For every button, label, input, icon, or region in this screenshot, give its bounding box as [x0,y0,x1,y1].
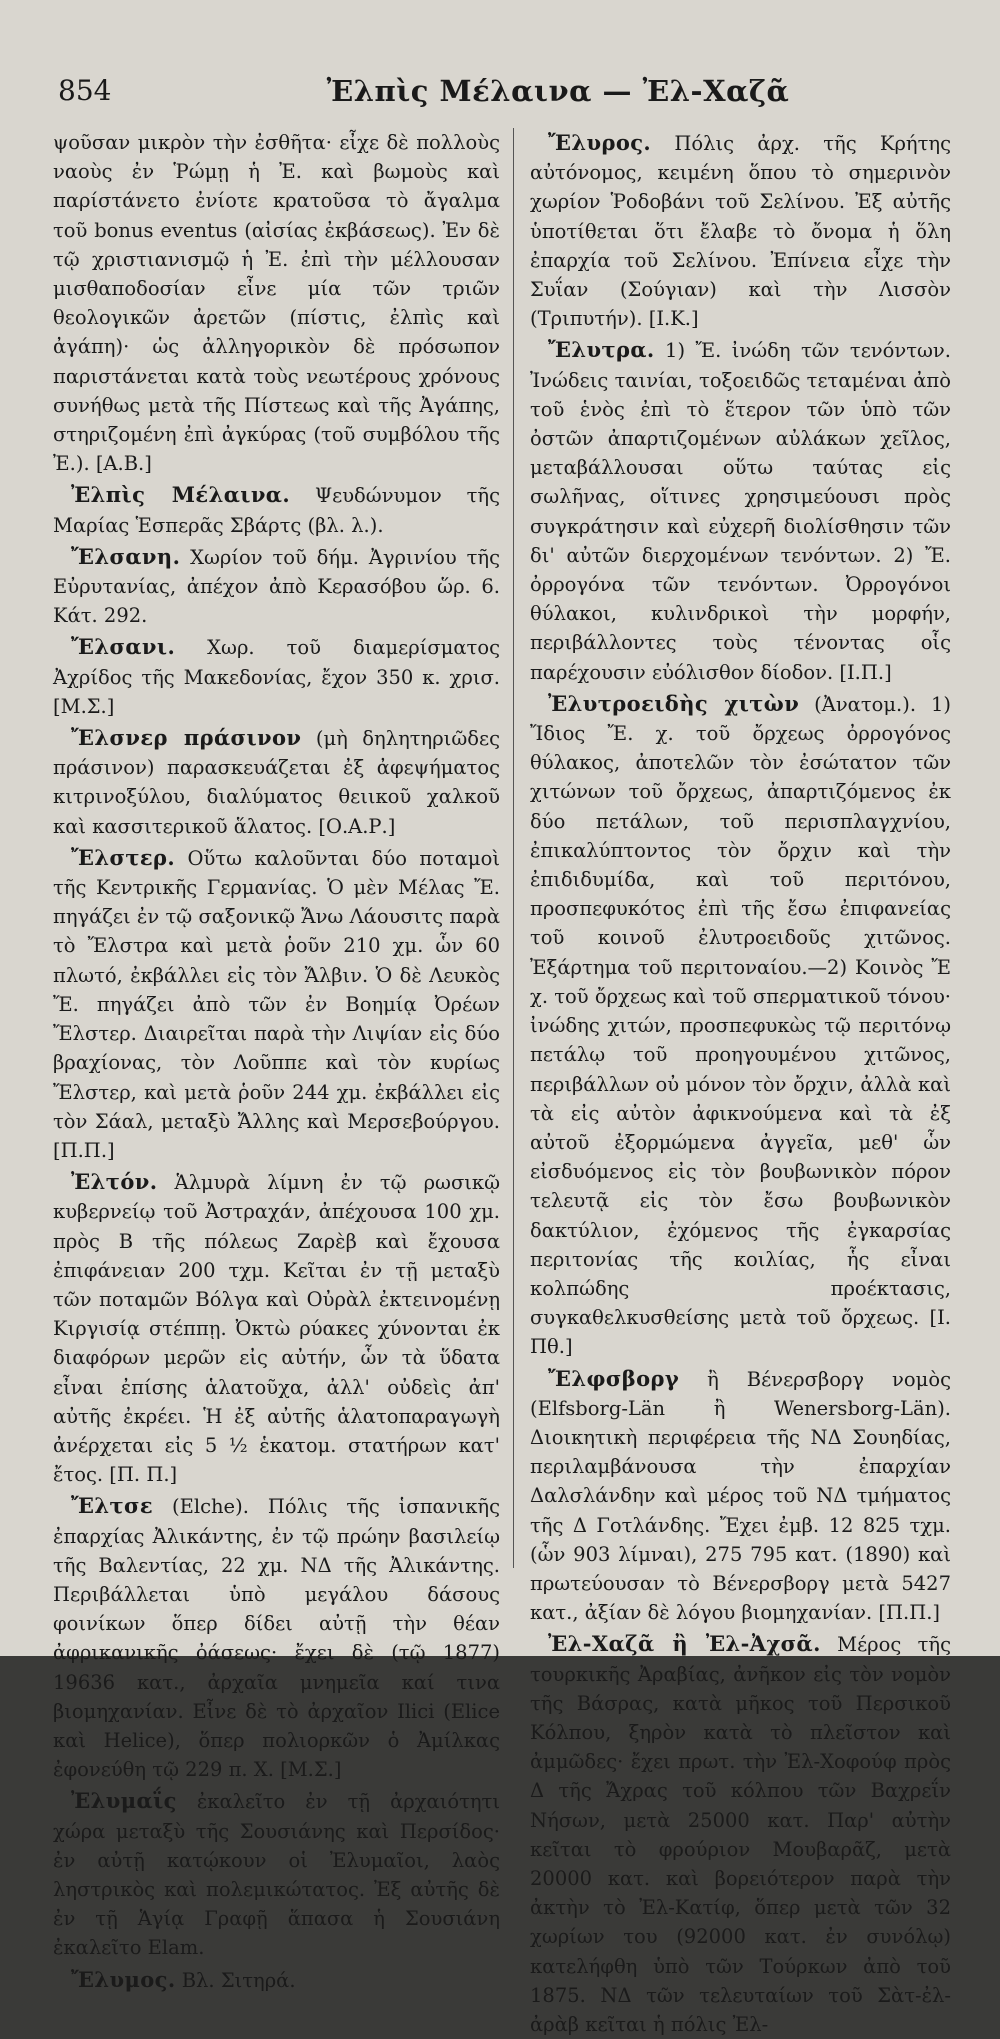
dictionary-entry [53,843,500,1165]
column-divider [513,128,514,1568]
running-head: Ἐλπὶς Μέλαινα — Ἐλ-Χαζᾶ [326,74,790,108]
entry-text: ψοῦσαν μικρὸν τὴν ἐσθῆτα· εἶχε δὲ πολλοὺς ναοὺς ἐν Ῥώμῃ ἡ Ἐ. καὶ βωμοὺς καὶ παρίστάνετο ἐνίοτε κρατοῦσα τὸ ἄγαλμα τοῦ bonus eventus (αἰσίας ἐκβάσεως). Ἐν δὲ τῷ χριστιανισμῷ ἡ Ἐ. ἐπὶ τὴν μέλλουσαν μισθαποδοσίαν εἶνε μία τῶν τριῶν θεολογικῶν ἀρετῶν (πίστις, ἐλπὶς καὶ ἀγάπη)· ὡς ἀλληγορικὸν δὲ πρόσωπον παριστάνεται κατὰ τοὺς νεωτέρους χρόνους συνήθως μετὰ τῆς Πίστεως καὶ τῆς Ἀγάπης, στηριζομένη ἐπὶ ἀγκύρας (τοῦ συμβόλου τῆς Ἐ.). [Α.Β.] [53,131,500,476]
entry-headword: Ἐλπὶς Μέλαινα. [71,482,291,508]
entry-headword: Ἔλυρος. [548,130,652,155]
entry-headword: Ἐλτόν. [71,1169,158,1195]
entry-text: ἢ Βένερσβοργ νομὸς (Elfsborg-Län ἢ Wenersborg-Län). Διοικητικὴ περιφέρεια τῆς ΝΔ Σουηδίας, περιλαμβάνουσα τὴν ἐπαρχίαν Δαλσλάνδην καὶ μέρος τοῦ ΝΔ τμήματος τῆς Δ Γοτλάνδης. Ἔχει ἐμβ. 12 825 τχμ. (ὧν 903 λίμναι), 275 795 κατ. (1890) καὶ πρωτεύουσαν τὸ Βένερσβοργ μετὰ 5427 κατ., ἀξίαν δὲ λόγου βιομηχανίαν. [Π.Π.] [530,1367,951,1625]
dictionary-entry [53,542,500,631]
dictionary-entry [530,128,951,333]
dictionary-entry [530,689,951,1362]
entry-headword: Ἐλυτροειδὴς χιτὼν [548,690,800,716]
page-header [58,74,958,114]
dictionary-entry [53,1786,500,1962]
dictionary-entry [53,1491,500,1784]
entry-headword: Ἔλσνερ πράσινον [71,725,302,751]
dictionary-entry [53,128,500,478]
entry-text: Μέρος τῆς τουρκικῆς Ἀραβίας, ἀνῆκον εἰς τὸν νομὸν τῆς Βάσρας, κατὰ μῆκος τοῦ Περσικοῦ Κόλπου, ξηρὸν κατὰ τὸ πλεῖστον καὶ ἀμμῶδες· ἔχει πρωτ. τὴν Ἐλ-Χοφούφ πρὸς Δ τῆς Ἄχρας τοῦ κόλπου τῶν Βαχρεΐν Νήσων, μετὰ 25000 κατ. Παρ' αὐτὴν κεῖται τὸ φρούριον Μουβαρᾶζ, μετὰ 20000 κατ. καὶ βορειότερον παρὰ τὴν ἀκτὴν τὸ Ἐλ-Κατίφ, ὅπερ μετὰ τῶν 32 χωρίων του (92000 κατ. ἐν συνόλῳ) κατελήφθη ὑπὸ τῶν Τούρκων ἀπὸ τοῦ 1875. ΝΔ τῶν τελευταίων τοῦ Σὰτ-ἐλ-ἀρὰβ κεῖται ἡ πόλις Ἐλ- [530,1633,951,2036]
page-number: 854 [58,74,112,107]
dictionary-entry [530,1629,951,2039]
entry-text: (μὴ δηλητηριῶδες πράσινον) παρασκευάζεται ἐξ ἀφεψήματος κιτρινοξύλου, διαλύματος θειικοῦ χαλκοῦ καὶ κασσιτερικοῦ ἅλατος. [Ο.Α.Ρ.] [53,727,500,838]
entry-headword: Ἔλυτρα. [548,337,655,363]
entry-text: Ἁλμυρὰ λίμνη ἐν τῷ ρωσικῷ κυβερνείῳ τοῦ Ἀστραχάν, ἀπέχουσα 100 χμ. πρὸς Β τῆς πόλεως Ζαρὲβ καὶ ἔχουσα ἐπιφάνειαν 200 τχμ. Κεῖται ἐν τῇ μεταξὺ τῶν ποταμῶν Βόλγα καὶ Οὐρὰλ ἐκτεινομένῃ Κιργισίᾳ στέππῃ. Ὀκτὼ ρύακες χύνονται ἐκ διαφόρων μερῶν εἰς αὐτήν, ὧν τὰ ὕδατα εἶναι ἐπίσης ἁλατοῦχα, ἀλλ' οὐδεὶς ἀπ' αὐτῆς ἐκρέει. Ἡ ἐξ αὐτῆς ἁλατοπαραγωγὴ ἀνέρχεται εἰς 5 ½ ἑκατομ. στατήρων κατ' ἔτος. [Π. Π.] [53,1171,500,1487]
entry-text: Ψευδώνυμον τῆς Μαρίας Ἑσπερᾶς Σβάρτς (βλ. λ.). [53,484,500,537]
entry-text: 1) Ἔ. ἰνώδη τῶν τενόντων. Ἰνώδεις ταινίαι, τοξοειδῶς τεταμέναι ἀπὸ τοῦ ἑνὸς ἐπὶ τὸ ἕτερον τῶν ὑπὸ τῶν ὀστῶν ἀπαρτιζομένων αὐλάκων χεῖλος, μεταβάλλουσαι οὕτω ταύτας εἰς σωλῆνας, οἵτινες χρησιμεύουσι πρὸς συγκράτησιν καὶ εὐχερῆ διολίσθησιν τῶν δι' αὐτῶν διερχομένων τενόντων. 2) Ἔ. ὀρρογόνα τῶν τενόντων. Ὀρρογόνοι θύλακοι, κυλινδρικοὶ τὴν μορφήν, περιβάλλοντες τοὺς τένοντας οἷς παρέχουσιν εὐόλισθον δίοδον. [Ι.Π.] [530,339,951,684]
right-column [530,128,951,2036]
dictionary-entry [530,1364,951,1628]
entry-headword: Ἔλσανι. [71,634,176,660]
entry-headword: Ἐλ-Χαζᾶ ἢ Ἐλ-Ἀχσᾶ. [548,1631,821,1657]
entry-text: ἐκαλεῖτο ἐν τῇ ἀρχαιότητι χώρα μεταξὺ τῆς Σουσιάνης καὶ Περσίδος· ἐν αὐτῇ κατῴκουν οἱ Ἐλυμαῖοι, λαὸς ληστρικὸς καὶ πολεμικώτατος. Ἐξ αὐτῆς δὲ ἐν τῇ Ἁγίᾳ Γραφῇ ἅπασα ἡ Σουσιάνη ἐκαλεῖτο Elam. [53,1790,500,1960]
entry-headword: Ἔλυμος. [71,1966,176,1992]
entry-text: (Ἀνατομ.). 1) Ἴδιος Ἔ. χ. τοῦ ὄρχεως ὀρρογόνος θύλακος, ἀποτελῶν τὸν ἐσώτατον τῶν χιτώνων τοῦ ὄρχεως, ἀπαρτιζόμενος ἐκ δύο πετάλων, τοῦ περισπλαγχνίου, ἐπικαλύπτοντος τὸν ὄρχιν καὶ τὴν ἐπιδιδυμίδα, καὶ τοῦ περιτόνου, προσπεφυκότος ἐπὶ τῆς ἔσω ἐπιφανείας τοῦ κοινοῦ ἐλυτροειδοῦς χιτῶνος. Ἐξάρτημα τοῦ περιτοναίου.—2) Κοινὸς Ἔ χ. τοῦ ὄρχεως καὶ τοῦ σπερματικοῦ τόνου· ἰνώδης χιτών, προσπεφυκὼς τῷ περιτόνῳ πετάλῳ τοῦ προηγουμένου χιτῶνος, περιβάλλων οὐ μόνον τὸν ὄρχιν, ἀλλὰ καὶ τὰ εἰς αὐτὸν ἀφικνούμενα καὶ τὰ ἐξ αὐτοῦ ἐξορμώμενα ἀγγεῖα, μεθ' ὧν εἰσδυόμενος εἰς τὸν βουβωνικὸν πόρον τελευτᾷ εἰς τὸν ἔσω βουβωνικὸν δακτύλιον, ἐχόμενος τῆς ἐγκαρσίας περιτονίας τῆς κοιλίας, ἧς εἶναι κολπώδης προέκτασις, συγκαθελκυσθείσης μετὰ τοῦ ὄρχεως. [Ι. Πθ.] [530,692,951,1359]
entry-headword: Ἔλστερ. [71,844,176,870]
entry-text: (Elche). Πόλις τῆς ἱσπανικῆς ἐπαρχίας Ἀλικάντης, ἐν τῷ πρώην βασιλείῳ τῆς Βαλεντίας, 22 χμ. ΝΔ τῆς Ἀλικάντης. Περιβάλλεται ὑπὸ μεγάλου δάσους φοινίκων ὅπερ δίδει αὐτῇ τὴν θέαν ἀφρικανικῆς ὀάσεως· ἔχει δὲ (τῷ 1877) 19636 κατ., ἀρχαῖα μνημεῖα καί τινα βιομηχανίαν. Εἶνε δὲ τὸ ἀρχαῖον Ilici (Elice καὶ Helice), ὅπερ πολιορκῶν ὁ Ἀμίλκας ἐφονεύθη τῷ 229 π. Χ. [Μ.Σ.] [53,1495,500,1782]
entry-headword: Ἔλτσε [71,1493,154,1519]
dictionary-entry [530,335,951,686]
left-column [53,128,500,1992]
dictionary-entry [53,723,500,841]
entry-text: Χωρίον τοῦ δήμ. Ἀγρινίου τῆς Εὐρυτανίας, ἀπέχον ἀπὸ Κερασόβου ὥρ. 6. Κάτ. 292. [53,545,500,628]
entry-headword: Ἐλυμαΐς [71,1788,177,1814]
entry-headword: Ἔλσανη. [71,543,181,569]
dictionary-entry [53,1167,500,1489]
dictionary-entry [53,632,500,721]
entry-text: Βλ. Σιτηρά. [175,1968,296,1992]
dictionary-entry [53,1965,500,1995]
entry-text: Πόλις ἀρχ. τῆς Κρήτης αὐτόνομος, κειμένη ὅπου τὸ σημερινὸν χωρίον Ῥοδοβάνι τοῦ Σελίνου. Ἐξ αὐτῆς ὑποτίθεται ὅτι ἔλαβε τὸ ὄνομα ἡ ὅλη ἐπαρχία τοῦ Σελίνου. Ἐπίνεια εἶχε τὴν Συΐαν (Σούγιαν) καὶ τὴν Λισσὸν (Τριπυτήν). [Ι.Κ.] [530,132,951,331]
entry-text: Οὕτω καλοῦνται δύο ποταμοὶ τῆς Κεντρικῆς Γερμανίας. Ὁ μὲν Μέλας Ἔ. πηγάζει ἐν τῷ σαξονικῷ Ἄνω Λάουσιτς παρὰ τὸ Ἔλστρα καὶ μετὰ ῥοῦν 210 χμ. ὧν 60 πλωτό, ἐκβάλλει εἰς τὸν Ἄλβιν. Ὁ δὲ Λευκὸς Ἔ. πηγάζει ἀπὸ τῶν ἐν Βοημίᾳ Ὀρέων Ἔλστερ. Διαιρεῖται παρὰ τὴν Λιψίαν εἰς δύο βραχίονας, τὸν Λοῦππε καὶ τὸν κυρίως Ἔλστερ, καὶ μετὰ ῥοῦν 244 χμ. ἐκβάλλει εἰς τὸν Σάαλ, μεταξὺ Ἄλλης καὶ Μερσεβούργου. [Π.Π.] [53,846,500,1162]
entry-headword: Ἔλφσβοργ [548,1365,680,1391]
entry-text: Χωρ. τοῦ διαμερίσματος Ἀχρίδος τῆς Μακεδονίας, ἔχον 350 κ. χρισ. [Μ.Σ.] [53,636,500,718]
dictionary-entry [53,480,500,539]
